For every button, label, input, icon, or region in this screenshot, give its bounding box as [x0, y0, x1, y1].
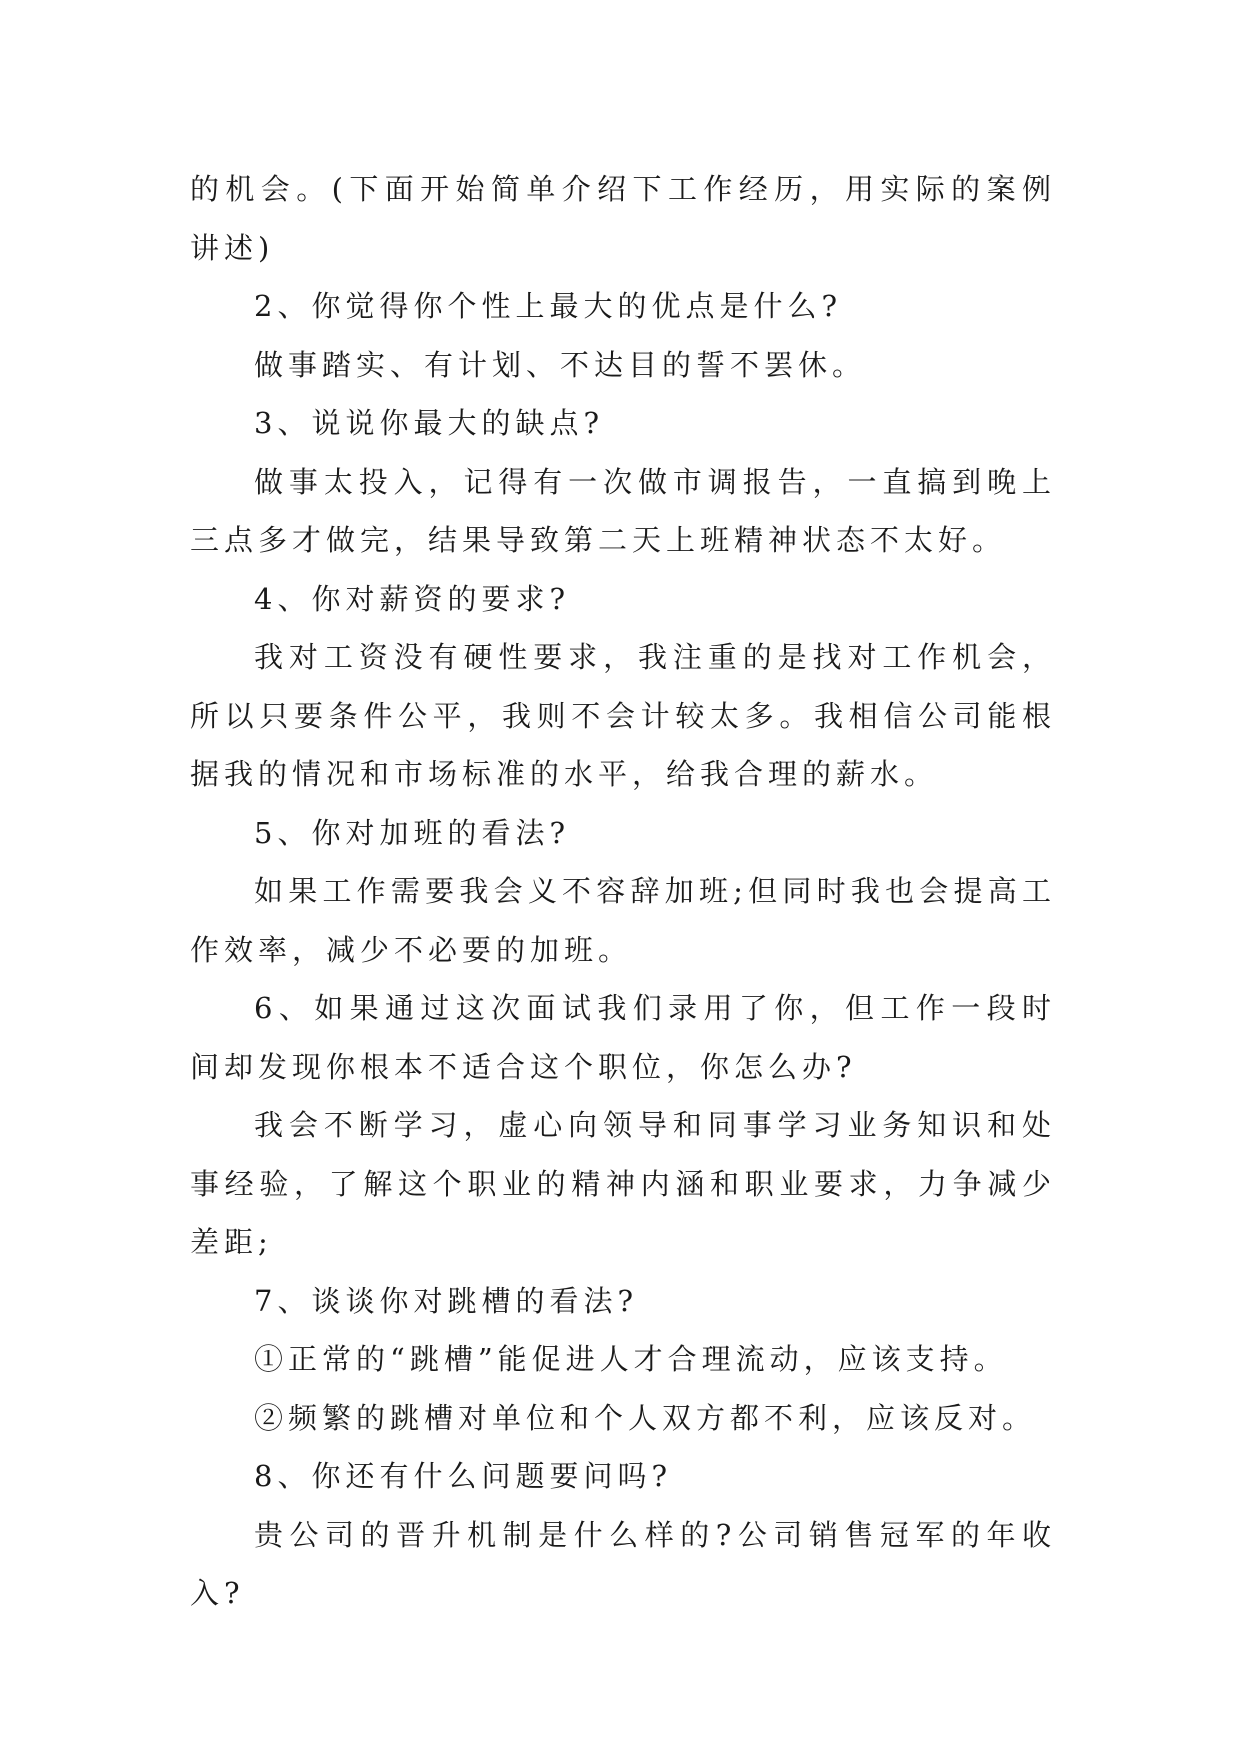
answer-8: 贵公司的晋升机制是什么样的?公司销售冠军的年收入? [190, 1517, 1056, 1610]
question-4: 4、你对薪资的要求? [254, 581, 570, 616]
answer-2: 做事踏实、有计划、不达目的誓不罢休。 [254, 347, 867, 382]
question-8: 8、你还有什么问题要问吗? [254, 1459, 672, 1493]
question-7: 7、谈谈你对跳槽的看法? [254, 1283, 638, 1318]
document-body [190, 160, 1056, 1623]
question-3: 3、说说你最大的缺点? [254, 406, 604, 440]
answer-5: 如果工作需要我会义不容辞加班;但同时我也会提高工作效率，减少不必要的加班。 [190, 874, 1056, 967]
question-5: 5、你对加班的看法? [254, 815, 570, 850]
answer-7-point-2: ②频繁的跳槽对单位和个人双方都不利，应该反对。 [254, 1400, 1037, 1435]
question-6: 6、如果通过这次面试我们录用了你，但工作一段时间却发现你根本不适合这个职位，你怎么办? [190, 991, 1056, 1084]
answer-3: 做事太投入，记得有一次做市调报告，一直搞到晚上三点多才做完，结果导致第二天上班精神状态不太好。 [190, 464, 1056, 557]
answer-4: 我对工资没有硬性要求，我注重的是找对工作机会，所以只要条件公平，我则不会计较太多。我相信公司能根据我的情况和市场标准的水平，给我合理的薪水。 [190, 640, 1056, 791]
paragraph-continuation: 的机会。(下面开始简单介绍下工作经历，用实际的案例讲述) [190, 172, 1056, 265]
answer-7-point-1: ①正常的“跳槽”能促进人才合理流动，应该支持。 [254, 1342, 1008, 1376]
answer-6: 我会不断学习，虚心向领导和同事学习业务知识和处事经验，了解这个职业的精神内涵和职业要求，力争减少差距; [190, 1108, 1056, 1259]
question-2: 2、你觉得你个性上最大的优点是什么? [254, 289, 842, 323]
